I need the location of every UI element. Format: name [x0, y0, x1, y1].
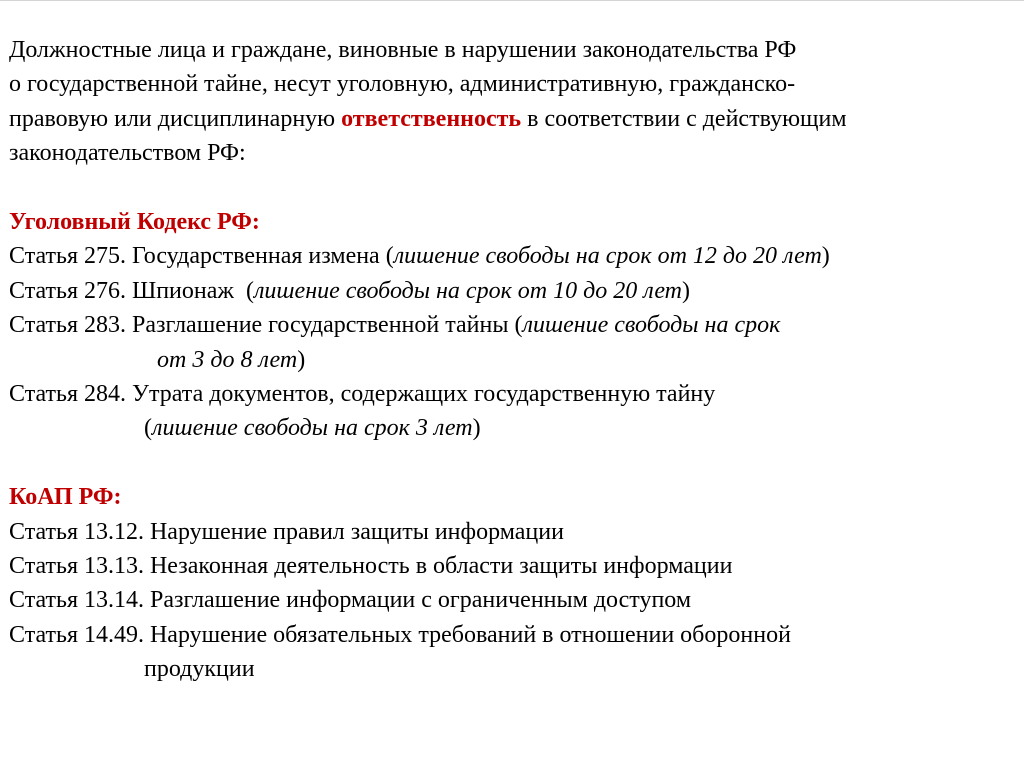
- intro-line-1: Должностные лица и граждане, виновные в нарушении законодательства РФ: [9, 37, 797, 63]
- paren-close: ): [472, 415, 481, 442]
- criminal-article-276: [9, 274, 1014, 308]
- intro-line-2: о государственной тайне, несут уголовную, административную, гражданско-: [9, 71, 796, 98]
- article-penalty-cont: от 3 до 8 лет: [157, 346, 298, 373]
- koap-article-13-12: Статья 13.12. Нарушение правил защиты информации: [9, 518, 564, 545]
- responsibility-highlight: ответственность: [341, 105, 522, 132]
- criminal-article-275: [9, 239, 1014, 273]
- criminal-code-heading: Уголовный Кодекс РФ:: [9, 209, 260, 236]
- koap-heading: КоАП РФ:: [9, 484, 122, 511]
- intro-line-4: законодательством РФ:: [9, 140, 246, 167]
- spacer: [9, 446, 1014, 480]
- koap-article-13-13: Статья 13.13. Незаконная деятельность в области защиты информации: [9, 553, 733, 580]
- paren-close: ): [297, 346, 306, 373]
- top-divider: [0, 0, 1024, 1]
- criminal-article-284-cont: [9, 411, 1014, 445]
- article-title: Статья 276. Шпионаж: [9, 277, 246, 304]
- article-penalty: лишение свободы на срок: [522, 312, 781, 339]
- paren-close: ): [682, 277, 691, 304]
- article-title: Статья 275. Государственная измена: [9, 243, 386, 270]
- intro-text: правовую или дисциплинарную: [9, 105, 342, 132]
- criminal-article-283-cont: [9, 343, 1014, 377]
- criminal-article-284: Статья 284. Утрата документов, содержащих государственную тайну: [9, 381, 716, 408]
- paren-open: (: [245, 277, 254, 304]
- article-penalty: лишение свободы на срок от 10 до 20 лет: [253, 277, 683, 304]
- article-penalty: лишение свободы на срок от 12 до 20 лет: [393, 243, 822, 270]
- spacer: [9, 171, 1014, 205]
- koap-article-13-14: Статья 13.14. Разглашение информации с ограниченным доступом: [9, 587, 692, 614]
- koap-article-14-49: Статья 14.49. Нарушение обязательных требований в отношении оборонной: [9, 621, 791, 648]
- paren-open: (: [385, 243, 394, 270]
- slide-body: [9, 33, 1014, 687]
- criminal-article-283: [9, 308, 1014, 342]
- article-title: Статья 283. Разглашение государственной тайны: [9, 312, 515, 339]
- paren-open: (: [144, 415, 152, 442]
- paren-close: ): [821, 243, 830, 270]
- intro-line-3: [9, 102, 1014, 136]
- koap-article-14-49-cont: продукции: [144, 656, 255, 683]
- paren-open: (: [514, 312, 523, 339]
- article-penalty: лишение свободы на срок 3 лет: [152, 415, 473, 442]
- intro-text: в соответствии с действующим: [521, 105, 847, 132]
